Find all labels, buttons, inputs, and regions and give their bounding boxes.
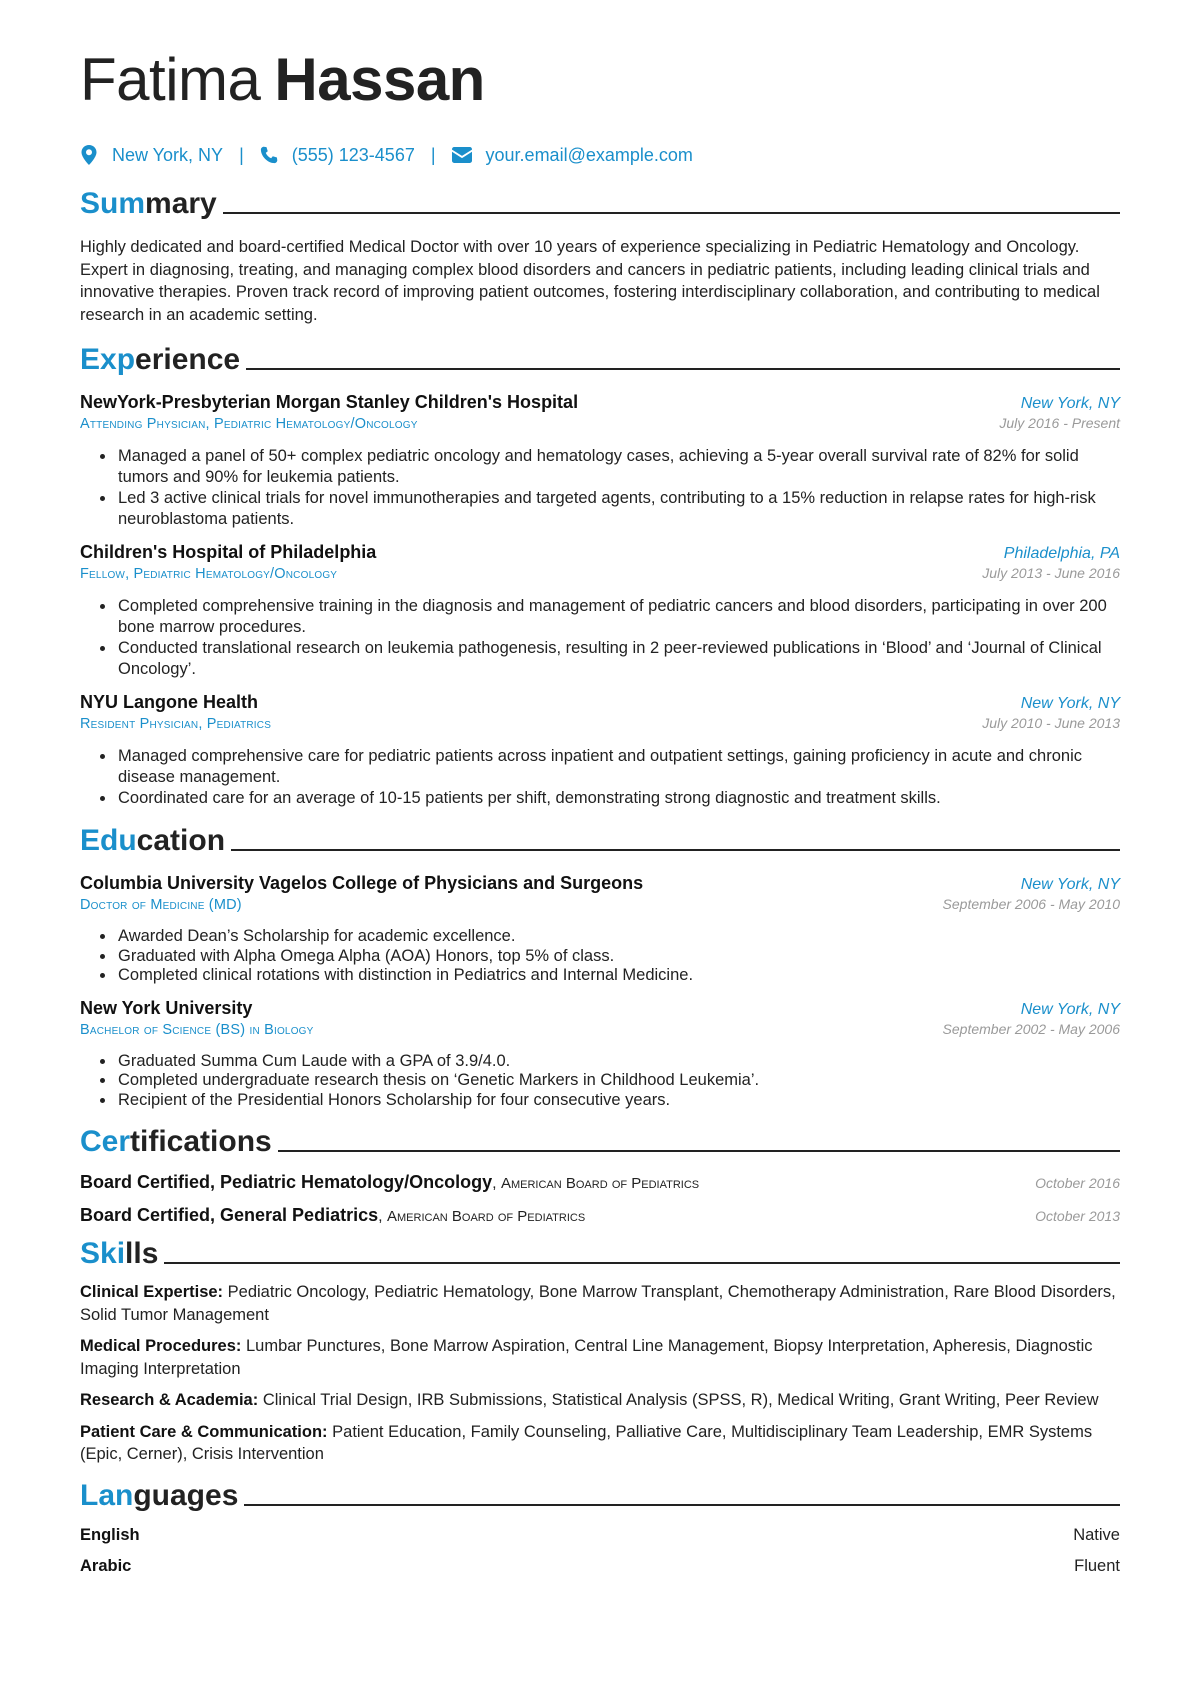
section-title-experience	[80, 338, 1120, 378]
heading-accent: Exp	[80, 343, 136, 376]
email-text: your.email@example.com	[485, 144, 693, 165]
experience-entry	[80, 692, 1120, 809]
section-heading	[80, 1478, 238, 1514]
entry-location: New York, NY	[1020, 1000, 1120, 1018]
section-heading	[80, 823, 225, 859]
language-name: English	[80, 1525, 140, 1544]
section-title-summary	[80, 182, 1120, 222]
bullet-item: • Led 3 active clinical trials for novel immunotherapies and targeted agents, contributing to a 15% reduction in relapse rates for high-risk neuroblastoma patients.	[116, 488, 1120, 530]
skill-row	[80, 1389, 1120, 1412]
bullet-item: • Managed comprehensive care for pediatric patients across inpatient and outpatient settings, gaining proficiency in acute and chronic disease management.	[116, 746, 1120, 788]
job-title: Resident Physician, Pediatrics	[80, 716, 272, 732]
section-divider	[278, 1150, 1120, 1152]
experience-entry	[80, 392, 1120, 530]
skill-items: Pediatric Oncology, Pediatric Hematology, Bone Marrow Transplant, Chemotherapy Administration, Rare Blood Disorders, Solid Tumor Management	[80, 1283, 1116, 1324]
envelope-icon	[452, 147, 472, 163]
section-divider	[231, 849, 1120, 851]
certification-comma: ,	[492, 1175, 501, 1192]
phone-text: (555) 123-4567	[291, 144, 415, 165]
education-entry	[80, 998, 1120, 1111]
employer-name: Children's Hospital of Philadelphia	[80, 542, 377, 562]
section-heading	[80, 1236, 158, 1272]
language-row	[80, 1557, 1120, 1576]
entry-dates: July 2013 - June 2016	[982, 565, 1120, 581]
skill-row	[80, 1281, 1120, 1326]
bullet-item: • Completed undergraduate research thesis on ‘Genetic Markers in Childhood Leukemia’.	[116, 1071, 1120, 1091]
heading-accent: Lan	[80, 1478, 134, 1512]
heading-accent: Sum	[80, 187, 146, 220]
contact-phone[interactable]	[260, 145, 415, 166]
entry-location: New York, NY	[1020, 695, 1120, 712]
certification-date: October 2016	[1035, 1175, 1120, 1191]
section-title-certifications	[80, 1120, 1120, 1160]
section-title-languages	[80, 1474, 1120, 1514]
map-pin-icon	[80, 145, 98, 165]
entry-location: New York, NY	[1020, 395, 1120, 412]
bullet-list	[80, 746, 1120, 809]
skill-category: Medical Procedures:	[80, 1337, 242, 1355]
certification-issuer: American Board of Pediatrics	[387, 1208, 586, 1225]
location-text: New York, NY	[112, 144, 224, 165]
language-level: Native	[1073, 1525, 1120, 1544]
heading-rest: mary	[145, 187, 217, 220]
section-divider	[246, 368, 1120, 370]
heading-rest: erience	[135, 343, 241, 376]
section-heading	[80, 342, 240, 378]
experience-entry	[80, 542, 1120, 680]
certification-entry	[80, 1205, 1120, 1226]
entry-location: New York, NY	[1020, 876, 1120, 893]
skill-category: Research & Academia:	[80, 1391, 259, 1409]
heading-accent: Edu	[80, 824, 137, 857]
job-title: Attending Physician, Pediatric Hematology/Oncology	[80, 416, 418, 432]
entry-dates: July 2016 - Present	[999, 415, 1120, 431]
school-name: New York University	[80, 997, 253, 1018]
skill-row	[80, 1421, 1120, 1466]
employer-name: NYU Langone Health	[80, 692, 259, 712]
last-name: Hassan	[274, 46, 485, 113]
entry-dates: July 2010 - June 2013	[982, 715, 1120, 731]
contact-email[interactable]	[452, 145, 693, 166]
heading-rest: cation	[136, 824, 226, 857]
section-divider	[164, 1262, 1120, 1264]
language-name: Arabic	[80, 1556, 132, 1575]
skill-category: Patient Care & Communication:	[80, 1422, 328, 1441]
section-heading	[80, 1124, 272, 1160]
skill-items: Clinical Trial Design, IRB Submissions, Statistical Analysis (SPSS, R), Medical Writing, Grant Writing, Peer Review	[262, 1391, 1099, 1409]
education-entry	[80, 873, 1120, 986]
skill-category: Clinical Expertise:	[80, 1283, 224, 1301]
bullet-list	[80, 927, 1120, 986]
contact-separator: |	[430, 144, 436, 165]
school-name: Columbia University Vagelos College of Physicians and Surgeons	[80, 873, 644, 893]
bullet-list	[80, 1052, 1120, 1111]
bullet-item: • Conducted translational research on leukemia pathogenesis, resulting in 2 peer-reviewed publications in ‘Blood’ and ‘Journal of Clinical Oncology’.	[116, 638, 1120, 680]
bullet-item: • Awarded Dean’s Scholarship for academic excellence.	[116, 927, 1120, 947]
summary-text: Highly dedicated and board-certified Medical Doctor with over 10 years of experience specializing in Pediatric Hematology and Oncology. Expert in diagnosing, treating, and managing complex blood disorders and cancers in pediatric patients, including leading clinical trials and innovative therapies. Proven track record of improving patient outcomes, fostering interdisciplinary collaboration, and contributing to medical research in an academic setting.	[80, 238, 1100, 324]
certification-comma: ,	[378, 1208, 387, 1225]
contact-separator: |	[239, 144, 244, 165]
section-divider	[223, 212, 1120, 214]
certification-date: October 2013	[1035, 1208, 1120, 1224]
skill-row	[80, 1335, 1120, 1380]
heading-rest: guages	[133, 1478, 239, 1512]
bullet-item: • Coordinated care for an average of 10-15 patients per shift, demonstrating strong diagnostic and treatment skills.	[116, 788, 1120, 809]
bullet-list	[80, 446, 1120, 530]
section-title-education	[80, 819, 1120, 859]
contact-bar	[80, 140, 1120, 170]
bullet-item: • Graduated with Alpha Omega Alpha (AOA) Honors, top 5% of class.	[116, 947, 1120, 967]
certification-title: Board Certified, General Pediatrics	[80, 1205, 379, 1225]
entry-location: Philadelphia, PA	[1003, 545, 1120, 562]
entry-dates: September 2002 - May 2006	[942, 1020, 1120, 1037]
bullet-item: • Graduated Summa Cum Laude with a GPA of 3.9/4.0.	[116, 1052, 1120, 1072]
heading-rest: lls	[125, 1237, 159, 1270]
heading-rest: tifications	[130, 1125, 272, 1158]
section-title-skills	[80, 1232, 1120, 1272]
bullet-item: • Managed a panel of 50+ complex pediatric oncology and hematology cases, achieving a 5-year overall survival rate of 82% for solid tumors and 90% for leukemia patients.	[116, 446, 1120, 488]
phone-icon	[260, 145, 278, 165]
skill-items: Lumbar Punctures, Bone Marrow Aspiration, Central Line Management, Biopsy Interpretation, Apheresis, Diagnostic Imaging Interpretation	[80, 1337, 1093, 1378]
bullet-item: • Completed clinical rotations with distinction in Pediatrics and Internal Medicine.	[116, 966, 1120, 986]
section-divider	[244, 1504, 1120, 1506]
contact-location	[80, 145, 223, 166]
heading-accent: Ski	[80, 1237, 126, 1270]
candidate-name	[80, 40, 1120, 120]
certification-issuer: American Board of Pediatrics	[500, 1175, 700, 1192]
employer-name: NewYork-Presbyterian Morgan Stanley Children's Hospital	[80, 392, 579, 412]
certification-entry	[80, 1172, 1120, 1193]
first-name: Fatima	[80, 46, 261, 113]
bullet-list	[80, 596, 1120, 680]
degree-title: Bachelor of Science (BS) in Biology	[80, 1021, 314, 1038]
heading-accent: Cer	[80, 1125, 131, 1158]
bullet-item: • Recipient of the Presidential Honors Scholarship for four consecutive years.	[116, 1091, 1120, 1111]
language-row	[80, 1526, 1120, 1545]
certification-title: Board Certified, Pediatric Hematology/Oncology	[80, 1172, 493, 1192]
entry-dates: September 2006 - May 2010	[942, 896, 1120, 912]
skill-items: Patient Education, Family Counseling, Palliative Care, Multidisciplinary Team Leadership, EMR Systems (Epic, Cerner), Crisis Intervention	[80, 1422, 1093, 1463]
degree-title: Doctor of Medicine (MD)	[80, 897, 242, 913]
bullet-item: • Completed comprehensive training in the diagnosis and management of pediatric cancers and blood disorders, participating in over 200 bone marrow procedures.	[116, 596, 1120, 638]
job-title: Fellow, Pediatric Hematology/Oncology	[80, 566, 338, 582]
section-heading	[80, 186, 217, 222]
resume-content	[80, 40, 1120, 1576]
language-level: Fluent	[1074, 1556, 1120, 1575]
